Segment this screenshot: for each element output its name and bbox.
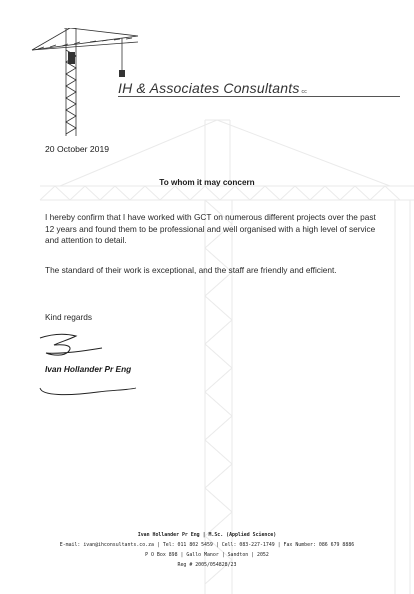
footer-registration: Reg # 2005/054828/23: [177, 562, 237, 568]
letter-date: 20 October 2019: [45, 144, 110, 154]
company-name-text: IH & Associates Consultants: [118, 80, 300, 96]
footer-address: P O Box 898 | Gallo Manor | Sandton | 2052: [145, 552, 269, 558]
letterhead-rule: [118, 96, 400, 97]
letter-subject: To whom it may concern: [159, 178, 255, 187]
signature: [38, 330, 108, 360]
company-suffix: cc: [301, 89, 307, 95]
signature-flourish: [38, 382, 138, 400]
footer-credentials: Ivan Hollander Pr Eng | M.Sc. (Applied Science): [137, 532, 277, 538]
letter-paragraph-1: I hereby confirm that I have worked with GCT on numerous different projects over the past 12 years and found them to be professional and well organised with a high level of service and attention to detail.: [45, 212, 376, 246]
letter-paragraph-2: The standard of their work is exceptional, and the staff are friendly and efficient.: [45, 265, 337, 275]
letter-closing: Kind regards: [45, 312, 93, 322]
company-name: [118, 80, 307, 96]
footer-contacts: E-mail: ivan@ihconsultants.co.za | Tel: 011 802 5459 | Cell: 083-227-1749 | Fax Number: 086 679 8886: [59, 542, 355, 548]
signatory-name: Ivan Hollander Pr Eng: [45, 364, 132, 374]
